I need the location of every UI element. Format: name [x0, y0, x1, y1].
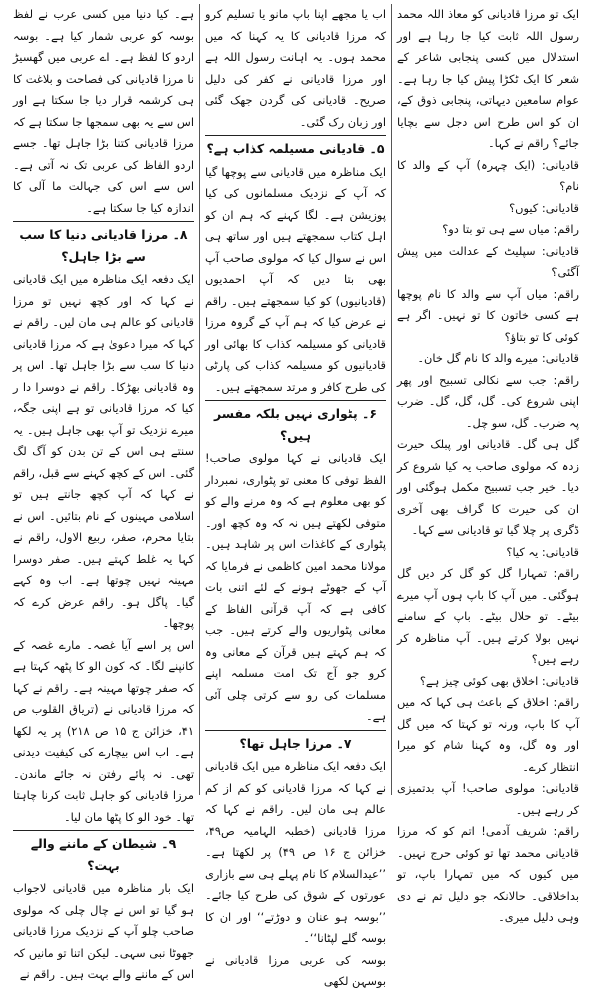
paragraph: قادیانی: اخلاق بھی کوئی چیز ہے؟ [419, 673, 579, 688]
paragraph: ہے۔ کیا دنیا میں کسی عرب نے لفظ بوسہ کو عربی شمار کیا ہے۔ بوسہ اردو کا لفظ ہے۔ اے عربی میں گھسیڑ نا مرزا قادیانی کی فصاحت و بلاغت کا ہی کرشمہ قرار دیا جا سکتا ہے اور اس سے یہ بھی سمجھا جا سکتا ہے کہ مرزا قادیانی کتنا بڑا جاہل تھا۔ جسے اردو الفاظ کی عربی تک نہ آتی ہے۔ اس سے اس کی جہالت ما آلی کا اندازہ کیا جا سکتا ہے۔ [13, 7, 194, 215]
paragraph: قادیانی: (ایک چہرہ) آپ کے والد کا نام؟ [397, 157, 579, 193]
paragraph: قادیانی: کیوں؟ [509, 200, 579, 215]
section-heading: ۷۔ مرزا جاہل تھا؟ [239, 735, 352, 751]
paragraph: راقم: میاں سے ہی تو بتا دو؟ [442, 222, 579, 236]
section-heading: ۵۔ قادیانی مسیلمہ کذاب ہے؟ [206, 141, 385, 156]
paragraph: راقم: جب سے نکالی تسبیح اور پھر اپنی شروع کی۔ گل، گل، گل۔ ضرب پہ ضرب۔ گل، سو چل۔ [397, 372, 579, 430]
paragraph: راقم: میاں آپ سے والد کا نام پوچھا ہے کسی خاتون کا تو نہیں۔ اگر ہے کوئی کا تو بتاؤ؟ [397, 286, 579, 344]
section-heading: ۸۔ مرزا قادیانی دنیا کا سب سے بڑا جاہل؟ [19, 227, 188, 264]
paragraph: گل ہی گل۔ قادیانی اور پبلک حیرت زدہ کہ مولوی صاحب یہ کیا شروع کر دیا۔ خیر جب تسبیح مکمل ہوگئی اور ان کی حیرت کا گراف بھی آخری ڈگری پر چلا گیا تو قادیانی سے کہا۔ [397, 437, 579, 537]
section-divider [13, 221, 194, 222]
paragraph: اس پر اسے آیا غصہ۔ مارے غصہ کے کانپنے لگا۔ کہ کون الو کا پٹھہ کہتا ہے کہ صفر چوتھا مہینہ ہے۔ راقم نے کہا کہ مرزا قادیانی نے (تریاق القلوب ص ۴۱، خزائن ج ۱۵ ص ۲۱۸) پر یہ لکھا ہے۔ اب اس بیچارے کی کیفیت دیدنی تھی۔ نہ پائے رفتن نہ جائے ماندن۔ مرزا قادیانی کو جاہل ثابت کرنا چاہتا تھا۔ خود الو کا پٹھا مان لیا۔ [13, 637, 194, 824]
section-divider [205, 730, 386, 731]
paragraph: ایک دفعہ ایک مناظرہ میں ایک قادیانی نے کہا کہ مرزا قادیانی کو کم از کم عالم ہی مان لیں۔ راقم نے کہا کہ مرزا قادیانی (خطبہ الہامیہ ص۴۹، خزائن ج ۱۶ ص ۴۹) پر لکھتا ہے۔ ’’عیدالسلام کا نام پہلے ہی سے بازاری عورتوں کے شوق کی طرح کیا جائے۔ ’’بوسہ ہو عنان و دوڑتے‘‘ اور ان کا بوسہ گلے لپٹانا‘‘۔ [205, 759, 386, 945]
paragraph: راقم: اخلاق کے باعث ہی کہا کہ میں آپ کا باپ، ورنہ تو کہتا کہ میں گل اور وہ گل، وہ کہنا شام کو میرا انتظار کرے۔ [397, 695, 579, 774]
paragraph: ایک قادیانی نے کہا مولوی صاحب! الفظ توفی کا معنی تو پٹواری، نمبردار کو بھی معلوم ہے کہ وہ مرنے والے کو متوفی لکھتے ہیں نہ کہ وہ کچھ اور۔ پٹواری کے کاغذات اس پر شاہد ہیں۔ مولانا محمد امین کاظمی نے فرمایا کہ آپ کے جھوٹے ہونے کے لئے اتنی بات کافی ہے کہ آپ قرآنی الفاظ کے معانی پٹواریوں والے کرتے ہیں۔ جب کہ ہم کہتے ہیں قرآن کے معانی وہ کرو جو آج تک امت مسلمہ اپنے مسلمات کی رو سے کرتی چلی آئی ہے۔ [205, 451, 386, 723]
column-middle [200, 4, 392, 988]
section-divider [205, 400, 386, 401]
paragraph: قادیانی: سپلیٹ کے عدالت میں پیش آگئی؟ [397, 243, 579, 279]
paragraph: ایک مناظرہ میں قادیانی سے پوچھا گیا کہ آپ کے نزدیک مسلمانوں کی کیا پوزیشن ہے۔ لگا کہنے کہ ہم ان کو اہل کتاب سمجھتے ہیں اور ساتھ ہی اس نے سوال کیا کہ مولوی صاحب آپ بھی بتا دیں کہ آپ احمدیوں (قادیانیوں) کو کیا سمجھتے ہیں۔ راقم نے عرض کیا کہ ہم آپ کے گروہ مرزا قادیانی کو مسیلمہ کذاب کا بھائی اور قادیانیوں کو مسیلمہ کذاب کی پارٹی کی طرح کافر و مرتد سمجھتے ہیں۔ [205, 164, 386, 394]
column-left [8, 4, 200, 981]
paragraph: ایک بار مناظرہ میں قادیانی لاجواب ہو گیا تو اس نے چال چلی کہ مولوی صاحب چلو آپ کے نزدیک مرزا قادیانی جھوٹا نبی سہی۔ لیکن اتنا تو مانیں کہ اس کے ماننے والے بہت ہیں۔ راقم نے [13, 881, 194, 981]
paragraph: راقم: تمہارا گل کو گل کر دیں گل ہوگئی۔ میں آپ کا باپ ہوں آپ میرے بیٹے۔ تو حلال بیٹے۔ باپ کے سامنے نہیں بولا کرتے ہیں۔ آپ مناظرہ کر رہے ہیں؟ [397, 566, 579, 666]
paragraph: قادیانی: مولوی صاحب! آپ بدتمیزی کر رہے ہیں۔ [397, 781, 579, 817]
paragraph: بوسہ کی عربی مرزا قادیانی نے بوسہن لکھی [205, 952, 386, 988]
paragraph: ایک دفعہ ایک مناظرہ میں ایک قادیانی نے کہا کہ اور کچھ نہیں تو مرزا قادیانی کو عالم ہی مان لیں۔ راقم نے کہا کہ میرا دعویٰ ہے کہ مرزا قادیانی دنیا کا سب سے بڑا جاہل تھا۔ اس پر وہ قادیانی بھڑکا۔ راقم نے دوسرا دا ر کیا کہ مرزا قادیانی تو ہے اپنی جگہ، میرے نزدیک تو آپ بھی جاہل ہیں۔ یہ سنتے ہی اس کے تن بدن کو آگ لگ گئی۔ اس کے کچھ کہنے سے قبل، راقم نے کہا کہ آپ کچھ جانتے ہیں تو اسلامی مہینوں کے نام بتائیں۔ اس نے بتایا محرم، صفر، ربیع الاول، راقم نے کہا یہ غلط کہتے ہیں۔ صفر دوسرا مہینہ نہیں چوتھا ہے۔ اب وہ کہے گیا۔ پاگل ہو۔ راقم عرض کرے کہ پوچھا۔ [13, 272, 194, 630]
section-divider [205, 135, 386, 136]
paragraph: قادیانی: یہ کیا؟ [506, 544, 579, 559]
section-divider [13, 830, 194, 831]
paragraph: قادیانی: میرے والد کا نام گل خان۔ [417, 351, 579, 365]
paragraph: راقم: شریف آدمی! اتم کو کہ مرزا قادیانی محمد تھا تو کوئی حرج نہیں۔ میں کیوں کہ میں تمہارا باپ، تو بداخلاقی۔ حالانکہ جو دلیل تم نے دی وہی دلیل میری۔ [397, 824, 579, 924]
paragraph: اب یا مجھے اپنا باپ مانو یا تسلیم کرو کہ مرزا قادیانی کا یہ کہنا کہ میں محمد ہوں۔ یہ اہانت رسول اللہ ہے اور مرزا قادیانی نے کفر کی دلیل صریح۔ قادیانی کی گردن جھک گئی اور زبان رک گئی۔ [205, 7, 386, 129]
paragraph: ایک تو مرزا قادیانی کو معاذ اللہ محمد رسول اللہ ثابت کیا جا رہا ہے اور استدلال میں کسی پنجابی شاعر کے شعر کا ایک ٹکڑا پیش کیا جا رہا ہے۔ عوام سامعین دیہاتی، پنجابی ذوق کے، ان کو اس طرح اس دجل سے بچایا جائے؟ راقم نے کہا۔ [397, 7, 579, 150]
section-heading: ۹۔ شیطان کے ماننے والے بہت؟ [30, 836, 177, 873]
column-right [392, 4, 584, 924]
section-heading: ۶۔ پٹواری نہیں بلکہ مفسر ہیں؟ [214, 406, 377, 443]
